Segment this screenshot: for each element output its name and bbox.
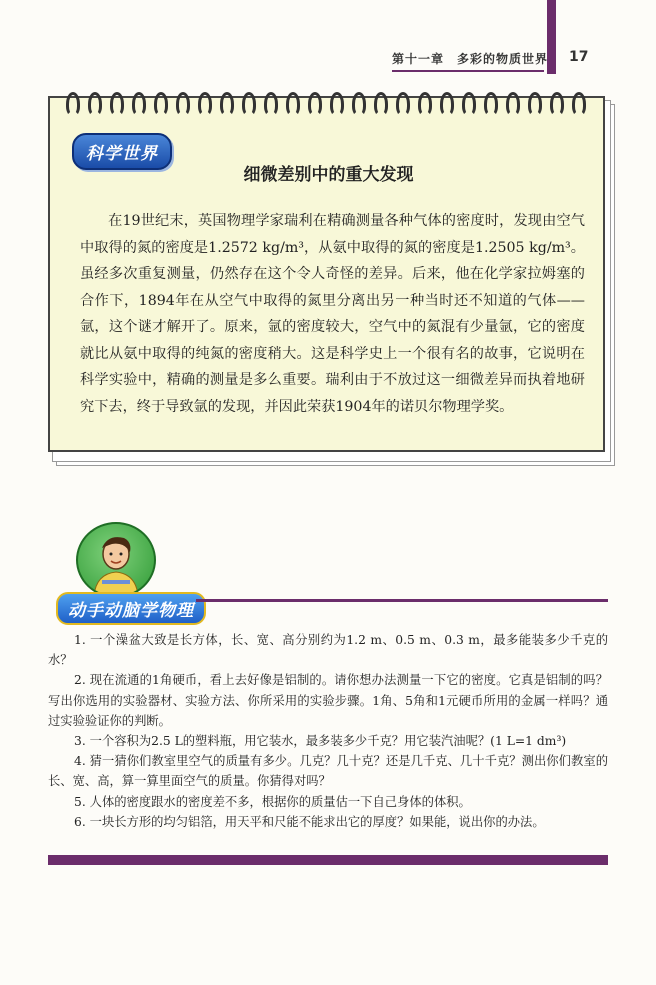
spiral-ring-icon xyxy=(462,92,476,116)
science-world-title: 细微差别中的重大发现 xyxy=(243,165,414,185)
spiral-ring-icon xyxy=(308,92,322,116)
spiral-ring-icon xyxy=(88,92,102,116)
spiral-ring-icon xyxy=(132,92,146,116)
spiral-ring-icon xyxy=(154,92,168,116)
section-rule xyxy=(196,599,608,602)
notebook-page xyxy=(48,96,605,452)
spiral-ring-icon xyxy=(110,92,124,116)
spiral-ring-icon xyxy=(374,92,388,116)
student-illustration-icon xyxy=(76,522,156,598)
exercise-item: 4. 猜一猜你们教室里空气的质量有多少。几克？几十克？还是几千克、几十千克？测出你们教室的长、宽、高，算一算里面空气的质量。你猜得对吗？ xyxy=(48,754,608,789)
exercise-item: 3. 一个容积为2.5 L的塑料瓶，用它装水，最多装多少千克？用它装汽油呢？(1 L=1 dm³) xyxy=(74,734,567,749)
science-world-paragraph xyxy=(80,208,585,420)
science-world-notebook xyxy=(48,92,615,467)
spiral-ring-icon xyxy=(484,92,498,116)
spiral-ring-icon xyxy=(198,92,212,116)
page-number: 17 xyxy=(569,49,589,65)
spiral-ring-icon xyxy=(220,92,234,116)
spiral-ring-icon xyxy=(176,92,190,116)
science-world-badge: 科学世界 xyxy=(72,133,172,170)
exercise-list xyxy=(48,630,608,832)
spiral-ring-icon xyxy=(242,92,256,116)
spiral-ring-icon xyxy=(396,92,410,116)
header-rule xyxy=(392,70,544,72)
spiral-ring-icon xyxy=(528,92,542,116)
exercise-item: 5. 人体的密度跟水的密度差不多，根据你的质量估一下自己身体的体积。 xyxy=(74,794,471,809)
spiral-ring-icon xyxy=(572,92,586,116)
spiral-ring-icon xyxy=(506,92,520,116)
spiral-rings xyxy=(66,92,606,122)
exercise-item: 2. 现在流通的1角硬币，看上去好像是铝制的。请你想办法测量一下它的密度。它真是铝制的吗？写出你选用的实验器材、实验方法、你所采用的实验步骤。1角、5角和1元硬币所用的金属一样吗？通过实验验证你的判断。 xyxy=(48,673,608,728)
spiral-ring-icon xyxy=(66,92,80,116)
spiral-ring-icon xyxy=(352,92,366,116)
paragraph-text: 在19世纪末，英国物理学家瑞利在精确测量各种气体的密度时，发现由空气中取得的氮的密度是1.2572 kg/m³，从氨中取得的氮的密度是1.2505 kg/m³。虽经多次重复测量，仍然存在这个令人奇怪的差异。后来，他在化学家拉姆塞的合作下，1894年在从空气中取得的氮里分离出另一种当时还不知道的气体——氩，这个谜才解开了。原来，氩的密度较大，空气中的氮混有少量氩，它的密度就比从氨中取得的纯氮的密度稍大。这是科学史上一个很有名的故事，它说明在科学实验中，精确的测量是多么重要。瑞利由于不放过这一细微差异而执着地研究下去，终于导致氩的发现，并因此荣获1904年的诺贝尔物理学奖。 xyxy=(80,213,585,415)
chapter-title: 第十一章 多彩的物质世界 xyxy=(392,52,549,66)
spiral-ring-icon xyxy=(264,92,278,116)
bottom-rule xyxy=(48,855,608,865)
header-accent-bar xyxy=(547,0,556,74)
exercise-item: 1. 一个澡盆大致是长方体，长、宽、高分别约为1.2 m、0.5 m、0.3 m，最多能装多少千克的水？ xyxy=(48,633,608,668)
section-banner: 动手动脑学物理 xyxy=(56,592,206,625)
spiral-ring-icon xyxy=(286,92,300,116)
spiral-ring-icon xyxy=(440,92,454,116)
spiral-ring-icon xyxy=(330,92,344,116)
spiral-ring-icon xyxy=(418,92,432,116)
exercise-item: 6. 一块长方形的均匀铝箔，用天平和尺能不能求出它的厚度？如果能，说出你的办法。 xyxy=(74,814,545,829)
spiral-ring-icon xyxy=(550,92,564,116)
